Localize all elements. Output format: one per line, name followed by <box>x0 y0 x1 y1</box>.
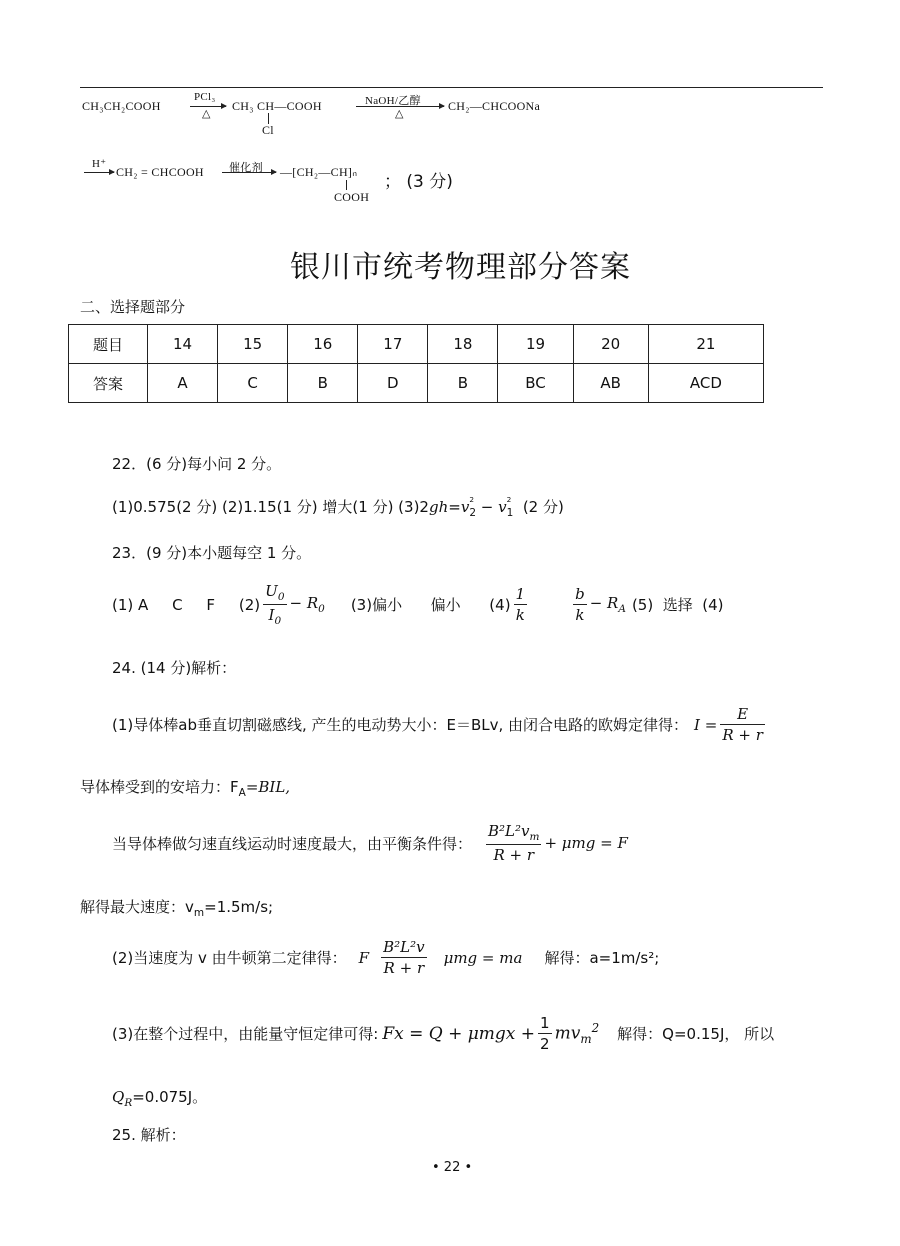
fraction: $\frac{b}{k}$ <box>575 585 585 624</box>
q24-line2: 导体棒受到的安培力：$F_A=BIL$, <box>80 778 291 799</box>
q22-answer: (1)0.575(2 分) (2)1.15(1 分) 增大(1 分) (3)2gh=v $_{2 2}$ − v $_{2 1}$ (2 分) <box>112 495 564 519</box>
fraction: $\frac{1}{2}$ <box>540 1014 550 1053</box>
q24-l5-text: (2)当速度为 v 由牛顿第二定律得： <box>112 949 347 967</box>
table-cell: AB <box>573 364 648 403</box>
page-title: 银川市统考物理部分答案 <box>290 250 631 285</box>
reaction-arrow <box>84 172 114 173</box>
table-cell: 16 <box>288 325 358 364</box>
q24-l7-q: Q <box>112 1088 125 1106</box>
q24-l5-mid: μmg = ma <box>443 948 523 967</box>
chem-r1-start: CH₃CH₂COOH <box>82 99 161 113</box>
header-rule <box>80 87 823 88</box>
q24-l7-tail: =0.075J。 <box>132 1088 208 1106</box>
q24-l3-tail: + μmg = F <box>544 834 628 852</box>
chem-r1-reagent2: NaOH/乙醇 <box>365 95 421 107</box>
q23-minus-ra: − R <box>589 594 619 612</box>
table-cell: B <box>428 364 498 403</box>
q24-line3 <box>112 822 628 864</box>
chem-r2-poly: —[CH₂—CH]ₙ <box>280 165 358 179</box>
q23-p5: (5) 选择 (4) <box>631 596 724 614</box>
q22-heading: 22．(6 分)每小问 2 分。 <box>112 455 282 473</box>
chem-score: ； (3 分) <box>384 172 453 192</box>
q24-l4-text: 解得最大速度：v <box>80 898 194 916</box>
q24-l6-tail: 解得：Q=0.15J， 所以 <box>617 1025 775 1043</box>
q24-line4: 解得最大速度：$v_m=1.5m/s$; <box>80 898 274 919</box>
table-cell: 18 <box>428 325 498 364</box>
q24-heading: 24. (14 分)解析： <box>112 659 237 677</box>
fraction: $\frac{E}{R + r}$ <box>722 705 763 744</box>
table-row <box>69 364 764 403</box>
chem-r1-mid: CH₃ CH—COOH <box>232 99 322 113</box>
q23-p1: (1) A C F (2) <box>112 595 261 614</box>
table-cell: 20 <box>573 325 648 364</box>
q24-l1-text: (1)导体棒ab垂直切割磁感线, 产生的电动势大小：E＝BLv, 由闭合电路的欧姆定律得： <box>112 716 689 734</box>
chem-r1-end: CH₂—CHCOONa <box>448 99 541 113</box>
q24-l5-f: F <box>358 948 370 967</box>
chem-r2-start: CH₂ = CHCOOH <box>116 165 204 179</box>
chem-r1-reagent: PCl₃ <box>194 91 216 103</box>
table-cell: 15 <box>218 325 288 364</box>
q24-line5 <box>112 938 659 977</box>
table-cell: BC <box>498 364 573 403</box>
fraction: $\frac{U_0}{I_0}$ <box>265 582 285 627</box>
q24-line6: (3)在整个过程中，由能量守恒定律可得: Fx = Q + μmgx + $\frac{1}{2}$ $mv_m^2$ 解得：Q=0.15J， 所以 <box>112 1014 775 1053</box>
q24-l2-tail: =BIL, <box>245 778 291 796</box>
table-cell: A <box>148 364 218 403</box>
table-cell: ACD <box>648 364 763 403</box>
chem-r2-reagent: H⁺ <box>92 158 107 170</box>
chem-r1-mid-sub: Cl <box>262 123 274 137</box>
q24-l6-eq: Fx = Q + μmgx + <box>382 1023 536 1044</box>
page-number: • 22 • <box>432 1160 473 1175</box>
table-cell: 19 <box>498 325 573 364</box>
chem-r2-poly-sub: COOH <box>334 190 370 204</box>
table-cell: D <box>358 364 428 403</box>
table-cell: C <box>218 364 288 403</box>
q23-p3: (3)偏小 偏小 (4) <box>350 596 511 614</box>
q23-answer: (1) A C F (2) $\frac{U_0}{I_0}$ − $R_0$ (3)偏小 偏小 (4) $\frac{1}{k}$ $\frac{b}{k}$ − $R_A$ (5) 选择 (4) <box>112 582 724 627</box>
q24-l5-tail: 解得：a=1m/s²; <box>544 949 660 967</box>
q22-part1: (1)0.575(2 分) (2)1.15(1 分) 增大(1 分) (3)2 <box>112 498 429 516</box>
table-row <box>69 325 764 364</box>
q24-l6-text: (3)在整个过程中，由能量守恒定律可得: <box>112 1025 379 1043</box>
chem-r1-cond: △ <box>202 108 211 120</box>
answer-table <box>68 324 764 403</box>
q24-l4-tail: =1.5m/s; <box>204 898 274 916</box>
q23-heading: 23．(9 分)本小题每空 1 分。 <box>112 544 312 562</box>
fraction: $\frac{1}{k}$ <box>515 585 526 624</box>
table-cell: B <box>288 364 358 403</box>
table-cell: 14 <box>148 325 218 364</box>
q24-l1-lhs: I = <box>694 715 718 734</box>
section-heading: 二、选择题部分 <box>80 298 186 316</box>
q22-tail: (2 分) <box>522 498 564 516</box>
q24-l3-text: 当导体棒做匀速直线运动时速度最大，由平衡条件得： <box>112 834 473 853</box>
chem-r2-reagent2: 催化剂 <box>229 162 263 174</box>
table-cell: 题目 <box>69 325 148 364</box>
q23-minus-r0: − R <box>289 594 319 612</box>
q22-gh: gh <box>428 498 449 516</box>
fraction: $\frac{B^2L^2v_m}{R + r}$ <box>488 822 540 864</box>
chem-r1-cond2: △ <box>395 108 404 120</box>
q24-line7: $Q_R=0.075J$。 <box>112 1088 208 1109</box>
q24-line1 <box>112 705 768 744</box>
table-cell: 21 <box>648 325 763 364</box>
table-cell: 答案 <box>69 364 148 403</box>
bond-line <box>346 180 347 190</box>
q22-eq: = <box>448 498 461 516</box>
table-cell: 17 <box>358 325 428 364</box>
fraction: $\frac{\text{B²L²v}}{R + r}$ <box>383 938 425 977</box>
q25-heading: 25. 解析： <box>112 1126 186 1144</box>
q24-l2-text: 导体棒受到的安培力：F <box>80 778 239 796</box>
reaction-arrow <box>222 172 276 173</box>
